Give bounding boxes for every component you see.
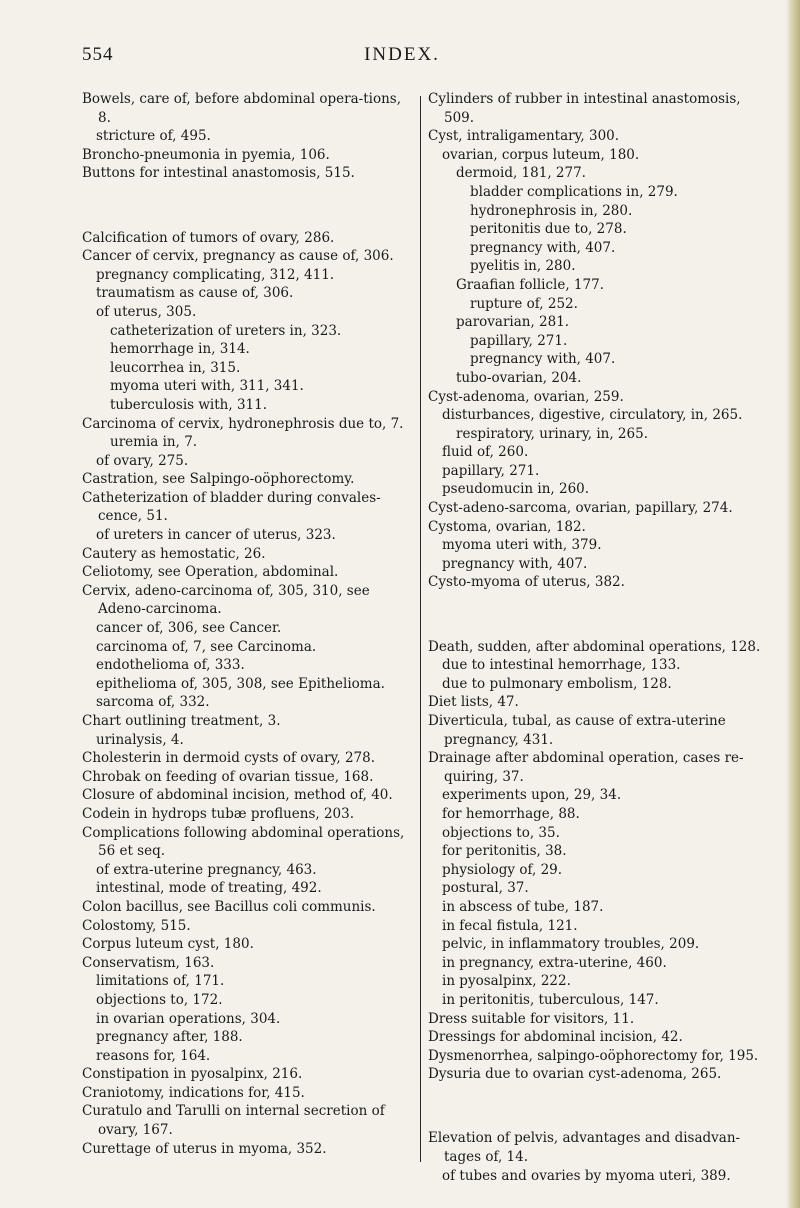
index-entry: leucorrhea in, 315. bbox=[110, 359, 241, 376]
index-entry: Conservatism, 163. bbox=[82, 954, 215, 971]
index-entry: experiments upon, 29, 34. bbox=[442, 787, 622, 804]
index-entry: Chrobak on feeding of ovarian tissue, 168. bbox=[82, 768, 374, 785]
index-entry: dermoid, 181, 277. bbox=[456, 165, 586, 182]
index-entry: Cervix, adeno-carcinoma of, 305, 310, see Adeno-carcinoma. bbox=[82, 582, 370, 618]
index-entry: Cyst-adenoma, ovarian, 259. bbox=[428, 388, 624, 405]
index-entry: of uterus, 305. bbox=[96, 303, 197, 320]
index-entry: pregnancy with, 407. bbox=[470, 351, 616, 368]
index-section-gap bbox=[428, 1097, 764, 1116]
index-entry: Dressings for abdominal incision, 42. bbox=[428, 1029, 683, 1046]
index-entry: myoma uteri with, 311, 341. bbox=[110, 378, 304, 395]
index-entry: Bowels, care of, before abdominal opera-tions, 8. bbox=[82, 91, 402, 126]
index-entry: Cylinders of rubber in intestinal anastomosis, 509. bbox=[428, 91, 741, 126]
index-entry: pelvic, in inflammatory troubles, 209. bbox=[442, 936, 700, 953]
index-entry: of ovary, 275. bbox=[96, 452, 189, 469]
index-entry: due to intestinal hemorrhage, 133. bbox=[442, 657, 681, 674]
index-entry: Cancer of cervix, pregnancy as cause of, 306. bbox=[82, 248, 394, 265]
page-number: 554 bbox=[82, 44, 114, 65]
index-entry: cancer of, 306, see Cancer. bbox=[96, 620, 282, 637]
index-entry: of extra-uterine pregnancy, 463. bbox=[96, 861, 317, 878]
page-title: INDEX. bbox=[364, 44, 440, 65]
index-entry: papillary, 271. bbox=[470, 332, 568, 349]
index-entry: endothelioma of, 333. bbox=[96, 657, 245, 674]
index-entry: Carcinoma of cervix, hydronephrosis due to, 7. bbox=[82, 415, 404, 432]
index-entry: pregnancy complicating, 312, 411. bbox=[96, 266, 335, 283]
index-entry: physiology of, 29. bbox=[442, 861, 563, 878]
index-entry: Cholesterin in dermoid cysts of ovary, 278. bbox=[82, 750, 376, 767]
index-entry: pseudomucin in, 260. bbox=[442, 481, 590, 498]
index-entry: pregnancy with, 407. bbox=[442, 555, 588, 572]
index-entry: intestinal, mode of treating, 492. bbox=[96, 880, 322, 897]
index-entry: Death, sudden, after abdominal operations, 128. bbox=[428, 638, 761, 655]
index-section-gap bbox=[82, 196, 412, 215]
index-entry: Graafian follicle, 177. bbox=[456, 276, 604, 293]
page-edge bbox=[786, 0, 800, 1208]
index-entry: Closure of abdominal incision, method of, 40. bbox=[82, 787, 393, 804]
index-entry: Curatulo and Tarulli on internal secretion of ovary, 167. bbox=[82, 1103, 385, 1139]
index-entry: reasons for, 164. bbox=[96, 1047, 211, 1064]
index-entry: pyelitis in, 280. bbox=[470, 258, 576, 275]
index-section-gap bbox=[428, 606, 764, 625]
index-entry: carcinoma of, 7, see Carcinoma. bbox=[96, 638, 317, 655]
index-entry: for hemorrhage, 88. bbox=[442, 805, 580, 822]
column-divider bbox=[420, 96, 421, 1162]
index-entry: in ovarian operations, 304. bbox=[96, 1010, 281, 1027]
index-entry: Colostomy, 515. bbox=[82, 917, 191, 934]
index-entry: bladder complications in, 279. bbox=[470, 183, 678, 200]
index-entry: disturbances, digestive, circulatory, in, 265. bbox=[442, 407, 743, 424]
index-entry: in fecal fistula, 121. bbox=[442, 917, 578, 934]
index-entry: Complications following abdominal operations, 56 et seq. bbox=[82, 824, 405, 860]
index-entry: Constipation in pyosalpinx, 216. bbox=[82, 1066, 303, 1083]
index-entry: rupture of, 252. bbox=[470, 295, 578, 312]
index-entry: papillary, 271. bbox=[442, 462, 540, 479]
index-entry: in pregnancy, extra-uterine, 460. bbox=[442, 954, 667, 971]
index-entry: parovarian, 281. bbox=[456, 314, 570, 331]
index-entry: Chart outlining treatment, 3. bbox=[82, 713, 281, 729]
index-entry: Castration, see Salpingo-oöphorectomy. bbox=[82, 471, 355, 488]
index-column-left bbox=[82, 90, 412, 1158]
page-header bbox=[82, 44, 722, 70]
index-entry: ovarian, corpus luteum, 180. bbox=[442, 146, 640, 163]
index-entry: pregnancy after, 188. bbox=[96, 1029, 243, 1046]
index-entry: of tubes and ovaries by myoma uteri, 389. bbox=[442, 1167, 731, 1184]
index-entry: Diverticula, tubal, as cause of extra-uterine pregnancy, 431. bbox=[428, 713, 726, 748]
index-entry: urinalysis, 4. bbox=[96, 731, 184, 748]
index-entry: limitations of, 171. bbox=[96, 973, 225, 990]
index-entry: Craniotomy, indications for, 415. bbox=[82, 1084, 305, 1101]
index-entry: tubo-ovarian, 204. bbox=[456, 369, 582, 386]
index-entry: sarcoma of, 332. bbox=[96, 694, 210, 711]
index-entry: tuberculosis with, 311. bbox=[110, 396, 268, 413]
index-entry: Buttons for intestinal anastomosis, 515. bbox=[82, 165, 355, 182]
index-entry: epithelioma of, 305, 308, see Epithelioma. bbox=[96, 675, 385, 692]
index-entry: Cystoma, ovarian, 182. bbox=[428, 518, 586, 535]
index-entry: of ureters in cancer of uterus, 323. bbox=[96, 527, 336, 544]
index-entry: Codein in hydrops tubæ profluens, 203. bbox=[82, 805, 355, 822]
index-entry: in peritonitis, tuberculous, 147. bbox=[442, 991, 659, 1008]
index-entry: Dress suitable for visitors, 11. bbox=[428, 1010, 635, 1027]
index-entry: Dysuria due to ovarian cyst-adenoma, 265. bbox=[428, 1066, 722, 1083]
index-entry: Cyst, intraligamentary, 300. bbox=[428, 128, 620, 145]
index-entry: pregnancy with, 407. bbox=[470, 239, 616, 256]
index-entry: in abscess of tube, 187. bbox=[442, 898, 604, 915]
index-entry: Curettage of uterus in myoma, 352. bbox=[82, 1140, 327, 1157]
index-entry: Celiotomy, see Operation, abdominal. bbox=[82, 564, 339, 581]
index-entry: in pyosalpinx, 222. bbox=[442, 973, 571, 990]
index-entry: Corpus luteum cyst, 180. bbox=[82, 936, 254, 953]
index-column-right bbox=[428, 90, 764, 1185]
index-entry: Cysto-myoma of uterus, 382. bbox=[428, 574, 625, 591]
index-entry: due to pulmonary embolism, 128. bbox=[442, 675, 672, 692]
index-entry: catheterization of ureters in, 323. bbox=[110, 322, 342, 339]
index-entry: Drainage after abdominal operation, cases re-quiring, 37. bbox=[428, 750, 744, 785]
index-entry: hydronephrosis in, 280. bbox=[470, 202, 633, 219]
index-entry: traumatism as cause of, 306. bbox=[96, 285, 294, 302]
index-entry: peritonitis due to, 278. bbox=[470, 221, 627, 238]
index-entry: postural, 37. bbox=[442, 880, 529, 897]
index-entry: Broncho-pneumonia in pyemia, 106. bbox=[82, 146, 330, 163]
index-entry: Colon bacillus, see Bacillus coli communis. bbox=[82, 898, 376, 915]
index-entry: Cautery as hemostatic, 26. bbox=[82, 545, 266, 562]
index-entry: Dysmenorrhea, salpingo-oöphorectomy for, 195. bbox=[428, 1047, 759, 1064]
index-entry: fluid of, 260. bbox=[442, 444, 529, 461]
index-entry: myoma uteri with, 379. bbox=[442, 537, 602, 554]
index-entry: objections to, 35. bbox=[442, 824, 560, 841]
index-entry: uremia in, 7. bbox=[110, 434, 198, 451]
index-entry: Diet lists, 47. bbox=[428, 694, 519, 711]
index-entry: Elevation of pelvis, advantages and disadvan-tages of, 14. bbox=[428, 1130, 741, 1166]
index-entry: Calcification of tumors of ovary, 286. bbox=[82, 229, 335, 246]
index-entry: Catheterization of bladder during convales-cence, 51. bbox=[82, 489, 381, 525]
index-entry: objections to, 172. bbox=[96, 991, 223, 1008]
index-entry: respiratory, urinary, in, 265. bbox=[456, 425, 648, 442]
index-entry: hemorrhage in, 314. bbox=[110, 341, 250, 358]
index-entry: stricture of, 495. bbox=[96, 128, 211, 145]
index-entry: Cyst-adeno-sarcoma, ovarian, papillary, 274. bbox=[428, 500, 733, 517]
index-entry: for peritonitis, 38. bbox=[442, 843, 567, 860]
